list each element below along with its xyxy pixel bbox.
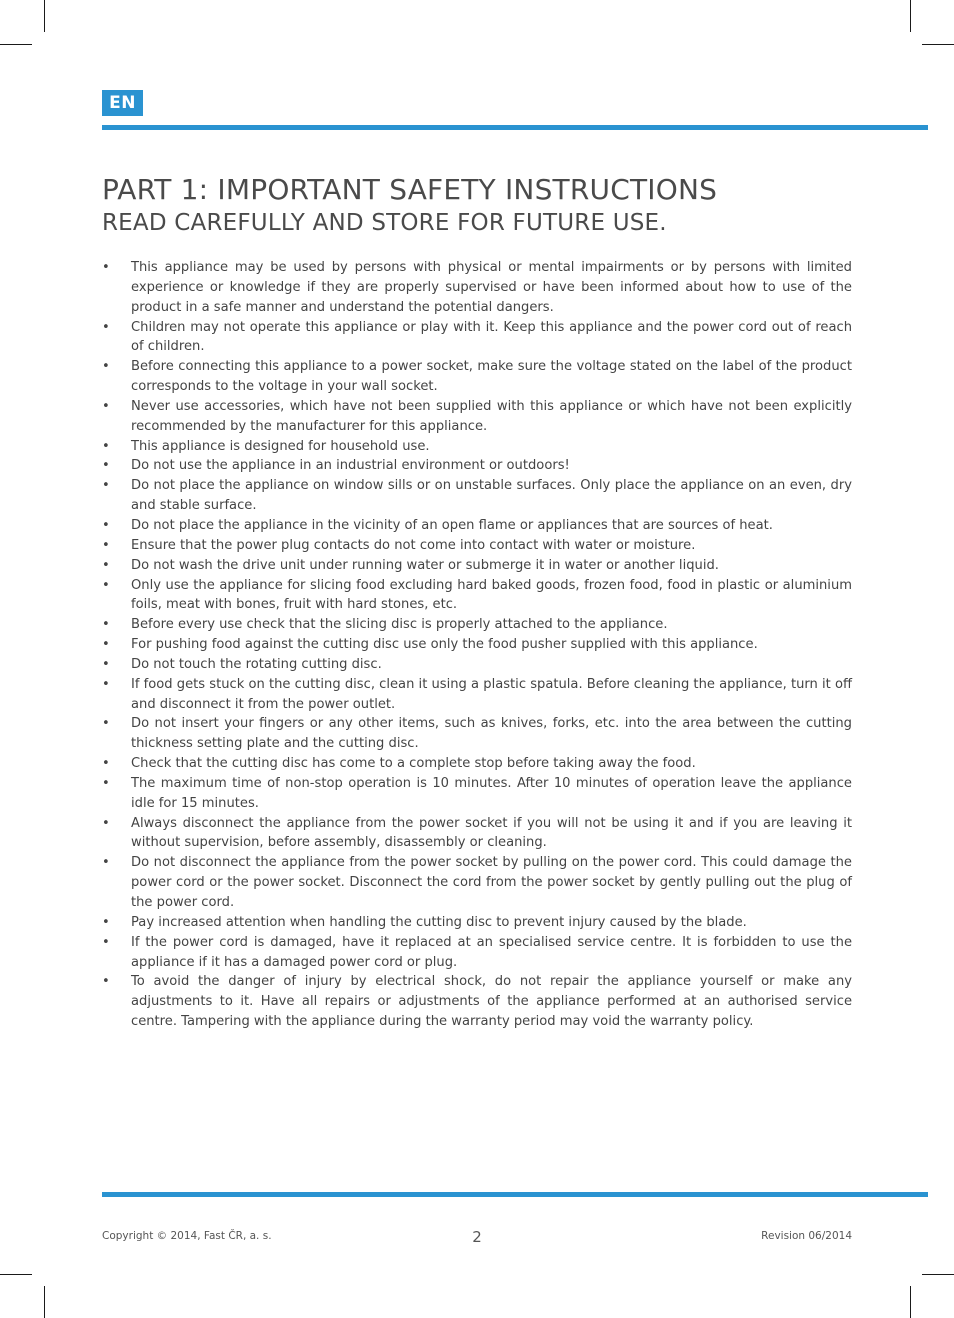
list-item-text: This appliance may be used by persons with physical or mental impairments or by persons with limited experience or knowledge if they are properly supervised or have been informed about how to use of the product in a safe manner and understand the potential dangers. — [131, 260, 852, 315]
list-item — [102, 933, 852, 973]
crop-mark-top-right-horizontal — [922, 44, 954, 45]
list-item — [102, 576, 852, 616]
list-item-text: Before connecting this appliance to a power socket, make sure the voltage stated on the label of the product corresponds to the voltage in your wall socket. — [131, 359, 852, 395]
list-item — [102, 397, 852, 437]
bullet-icon: • — [102, 517, 110, 533]
list-item — [102, 972, 852, 1032]
bullet-icon: • — [102, 359, 110, 375]
list-item — [102, 814, 852, 854]
list-item — [102, 675, 852, 715]
crop-mark-bottom-right-horizontal — [922, 1274, 954, 1275]
list-item-text: Only use the appliance for slicing food excluding hard baked goods, frozen food, food in plastic or aluminium foils, meat with bones, fruit with hard stones, etc. — [131, 577, 852, 613]
bullet-icon: • — [102, 775, 110, 791]
bullet-icon: • — [102, 637, 110, 653]
list-item-text: Never use accessories, which have not been supplied with this appliance or which have not been explicitly recommended by the manufacturer for this appliance. — [131, 398, 852, 434]
list-item — [102, 913, 852, 933]
list-item-text: Check that the cutting disc has come to a complete stop before taking away the food. — [131, 756, 696, 772]
list-item — [102, 258, 852, 318]
bullet-icon: • — [102, 478, 110, 494]
list-item — [102, 516, 852, 536]
list-item — [102, 754, 852, 774]
bullet-icon: • — [102, 656, 110, 672]
list-item-text: Do not place the appliance in the vicinity of an open flame or appliances that are sources of heat. — [131, 517, 773, 533]
list-item — [102, 476, 852, 516]
safety-instructions-list — [102, 258, 852, 1032]
page-title: PART 1: IMPORTANT SAFETY INSTRUCTIONS — [102, 173, 718, 206]
footer-divider — [102, 1192, 928, 1197]
list-item-text: Always disconnect the appliance from the power socket if you will not be using it and if you are leaving it without supervision, before assembly, disassembly or cleaning. — [131, 815, 852, 851]
list-item — [102, 774, 852, 814]
bullet-icon: • — [102, 815, 110, 831]
list-item-text: Pay increased attention when handling the cutting disc to prevent injury caused by the blade. — [131, 914, 747, 930]
bullet-icon: • — [102, 557, 110, 573]
list-item — [102, 615, 852, 635]
page-subtitle: READ CAREFULLY AND STORE FOR FUTURE USE. — [102, 210, 667, 236]
crop-mark-bottom-left-vertical — [44, 1286, 45, 1318]
list-item-text: To avoid the danger of injury by electrical shock, do not repair the appliance yourself or make any adjustments to it. Have all repairs or adjustments of the appliance performed at an authorised service centre. Tampering with the appliance during the warranty period may void the warranty policy. — [131, 974, 852, 1030]
bullet-icon: • — [102, 438, 110, 454]
bullet-icon: • — [102, 974, 110, 990]
list-item-text: Do not disconnect the appliance from the power socket by pulling on the power cord. This could damage the power cord or the power socket. Disconnect the cord from the power socket by gently pulling out the plug of the power cord. — [131, 855, 852, 910]
bullet-icon: • — [102, 934, 110, 950]
list-item — [102, 714, 852, 754]
bullet-icon: • — [102, 716, 110, 732]
bullet-icon: • — [102, 577, 110, 593]
bullet-icon: • — [102, 676, 110, 692]
crop-mark-top-left-horizontal — [0, 44, 32, 45]
list-item-text: Do not wash the drive unit under running water or submerge it in water or another liquid. — [131, 557, 719, 573]
list-item-text: Before every use check that the slicing disc is properly attached to the appliance. — [131, 617, 668, 633]
list-item — [102, 456, 852, 476]
bullet-icon: • — [102, 458, 110, 474]
revision-text: Revision 06/2014 — [761, 1230, 852, 1242]
page-number: 2 — [472, 1228, 482, 1246]
copyright-text: Copyright © 2014, Fast ČR, a. s. — [102, 1230, 272, 1242]
bullet-icon: • — [102, 537, 110, 553]
list-item — [102, 655, 852, 675]
list-item-text: Do not use the appliance in an industrial environment or outdoors! — [131, 458, 570, 474]
crop-mark-bottom-right-vertical — [910, 1286, 911, 1318]
list-item — [102, 853, 852, 913]
list-item-text: This appliance is designed for household use. — [131, 438, 430, 454]
crop-mark-bottom-left-horizontal — [0, 1274, 32, 1275]
list-item-text: If the power cord is damaged, have it replaced at an specialised service centre. It is forbidden to use the appliance if it has a damaged power cord or plug. — [131, 934, 852, 970]
bullet-icon: • — [102, 914, 110, 930]
language-badge: EN — [102, 90, 143, 116]
list-item-text: If food gets stuck on the cutting disc, clean it using a plastic spatula. Before cleaning the appliance, turn it off and disconnect it from the power outlet. — [131, 676, 852, 712]
list-item — [102, 437, 852, 457]
list-item-text: Do not touch the rotating cutting disc. — [131, 656, 382, 672]
list-item — [102, 536, 852, 556]
list-item — [102, 357, 852, 397]
bullet-icon: • — [102, 756, 110, 772]
list-item-text: Children may not operate this appliance or play with it. Keep this appliance and the power cord out of reach of children. — [131, 319, 852, 355]
list-item-text: For pushing food against the cutting disc use only the food pusher supplied with this appliance. — [131, 637, 758, 653]
list-item — [102, 556, 852, 576]
crop-mark-top-left-vertical — [44, 0, 45, 32]
bullet-icon: • — [102, 855, 110, 871]
list-item-text: Do not insert your fingers or any other items, such as knives, forks, etc. into the area between the cutting thickness setting plate and the cutting disc. — [131, 716, 852, 752]
list-item-text: The maximum time of non-stop operation is 10 minutes. After 10 minutes of operation leave the appliance idle for 15 minutes. — [131, 775, 852, 811]
bullet-icon: • — [102, 260, 110, 275]
crop-mark-top-right-vertical — [910, 0, 911, 32]
bullet-icon: • — [102, 617, 110, 633]
bullet-icon: • — [102, 319, 110, 335]
list-item-text: Ensure that the power plug contacts do not come into contact with water or moisture. — [131, 537, 696, 553]
list-item — [102, 318, 852, 358]
list-item-text: Do not place the appliance on window sills or on unstable surfaces. Only place the appliance on an even, dry and stable surface. — [131, 478, 852, 514]
bullet-icon: • — [102, 398, 110, 414]
header-divider — [102, 125, 928, 130]
list-item — [102, 635, 852, 655]
